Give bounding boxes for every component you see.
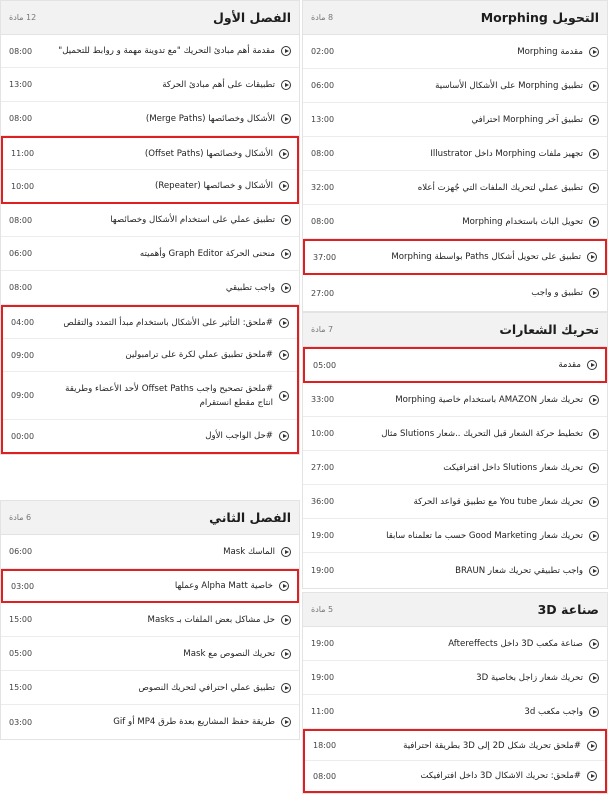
section-logo-animation [302, 312, 608, 589]
lesson-title: تحريك شعار You tube مع تطبيق قواعد الحركة [413, 496, 583, 507]
lesson-row[interactable] [1, 671, 299, 705]
lesson-duration: 06:00 [9, 249, 33, 258]
lesson-row[interactable] [1, 204, 299, 237]
lesson-row[interactable] [303, 69, 607, 103]
lesson-row[interactable] [1, 603, 299, 637]
lesson-row[interactable] [303, 103, 607, 137]
lesson-row[interactable] [1, 271, 299, 305]
lesson-title: واجب تطبيقي [225, 282, 275, 293]
lesson-title: مقدمة [558, 360, 581, 370]
play-icon [281, 649, 291, 659]
lesson-row[interactable] [3, 170, 297, 202]
section-header[interactable] [303, 313, 607, 347]
lesson-duration: 08:00 [313, 771, 337, 781]
lesson-row[interactable] [303, 661, 607, 695]
play-icon [589, 673, 599, 683]
section-chapter-2 [0, 500, 300, 740]
lesson-row[interactable] [303, 35, 607, 69]
play-icon [589, 149, 599, 159]
lesson-duration: 08:00 [9, 283, 33, 292]
lesson-title: تطبيق على تحويل أشكال Paths بواسطة Morphing [391, 252, 581, 262]
play-icon [281, 80, 291, 90]
lesson-duration: 03:00 [11, 581, 35, 591]
lesson-row[interactable] [303, 275, 607, 311]
lesson-title: الأشكال و خصائصها (Repeater) [154, 181, 273, 191]
lesson-duration: 18:00 [313, 741, 337, 750]
highlight-group [1, 136, 299, 204]
lesson-row[interactable] [3, 339, 297, 372]
highlight-group [303, 729, 607, 793]
lesson-title: #ملحق تصحيح واجب Offset Paths لأحد الأعضاء وطريقة انتاج مقطع انستقرام [65, 383, 273, 408]
lesson-title: تحريك النصوص مع Mask [183, 648, 275, 659]
lesson-duration: 03:00 [9, 717, 33, 727]
lesson-count: 5 مادة [311, 605, 334, 614]
play-icon [589, 497, 599, 507]
lesson-row[interactable] [3, 307, 297, 339]
section-header[interactable] [303, 1, 607, 35]
lesson-row[interactable] [303, 553, 607, 588]
lesson-duration: 19:00 [311, 673, 335, 682]
section-title: الفصل الثاني [209, 510, 291, 525]
lesson-row[interactable] [1, 35, 299, 68]
section-chapter-1 [0, 0, 300, 455]
lesson-title: تحريك شعار AMAZON باستخدام خاصية Morphing [395, 394, 583, 405]
play-icon [589, 429, 599, 439]
lesson-duration: 36:00 [311, 497, 335, 506]
lesson-title: #ملحق تطبيق عملي لكرة على ترامبولين [125, 350, 273, 360]
lesson-duration: 32:00 [311, 183, 335, 192]
lesson-row[interactable] [303, 205, 607, 239]
lesson-duration: 08:00 [9, 215, 33, 225]
play-icon [281, 114, 291, 124]
lesson-duration: 37:00 [313, 252, 337, 262]
play-icon [281, 615, 291, 625]
lesson-duration: 06:00 [9, 547, 33, 556]
lesson-title: خاصية Alpha Matt وعملها [174, 581, 273, 591]
lesson-title: تطبيق عملي على استخدام الأشكال وخصائصها [110, 215, 275, 225]
lesson-title: تحريك شعار زاجل بخاصية 3D [476, 672, 583, 683]
lesson-title: مقدمة Morphing [517, 46, 583, 57]
lesson-duration: 00:00 [11, 431, 35, 441]
play-icon [589, 531, 599, 541]
lesson-title: تطبيق و واجب [531, 288, 583, 298]
lesson-count: 6 مادة [9, 513, 32, 522]
lesson-title: تجهيز ملفات Morphing داخل Illustrator [430, 148, 583, 159]
lesson-duration: 02:00 [311, 47, 335, 56]
play-icon [279, 391, 289, 401]
lesson-row[interactable] [3, 138, 297, 170]
lesson-row[interactable] [303, 171, 607, 205]
lesson-title: #ملحق تحريك شكل 2D إلى 3D بطريقة احترافية [403, 740, 581, 751]
lesson-duration: 27:00 [311, 463, 335, 472]
play-icon [281, 683, 291, 693]
lesson-duration: 10:00 [11, 181, 35, 191]
highlight-group [1, 305, 299, 454]
lesson-duration: 09:00 [11, 391, 35, 400]
lesson-row[interactable] [303, 695, 607, 729]
play-icon [281, 283, 291, 293]
lesson-row[interactable] [303, 485, 607, 519]
lesson-duration: 13:00 [311, 115, 335, 124]
lesson-duration: 08:00 [9, 46, 33, 56]
lesson-title: تحريك شعار Good Marketing حسب ما تعلمناه سابقا [386, 530, 583, 541]
play-icon [279, 350, 289, 360]
lesson-title: تطبيق عملي لتحريك الملفات التي جُهزت أعلاه [417, 182, 583, 193]
lesson-row[interactable] [305, 241, 605, 273]
section-title: صناعة 3D [537, 602, 599, 617]
play-icon [281, 46, 291, 56]
lesson-count: 8 مادة [311, 13, 334, 22]
play-icon [589, 183, 599, 193]
play-icon [281, 215, 291, 225]
play-icon [589, 288, 599, 298]
play-icon [587, 252, 597, 262]
highlight-group [1, 569, 299, 603]
lesson-duration: 19:00 [311, 531, 335, 540]
section-title: الفصل الأول [212, 10, 291, 25]
play-icon [279, 149, 289, 159]
lesson-row[interactable] [1, 237, 299, 271]
highlight-group [303, 347, 607, 383]
lesson-duration: 08:00 [311, 149, 335, 158]
lesson-title: تطبيق Morphing على الأشكال الأساسية [435, 80, 583, 91]
lesson-duration: 10:00 [311, 429, 335, 438]
play-icon [587, 771, 597, 781]
lesson-row[interactable] [303, 627, 607, 661]
lesson-duration: 19:00 [311, 639, 335, 648]
lesson-duration: 08:00 [311, 217, 335, 226]
play-icon [589, 463, 599, 473]
play-icon [587, 360, 597, 370]
lesson-duration: 11:00 [311, 707, 335, 716]
lesson-row[interactable] [303, 417, 607, 451]
lesson-row[interactable] [303, 383, 607, 417]
lesson-title: طريقة حفظ المشاريع بعدة طرق MP4 أو Gif [113, 717, 275, 727]
lesson-duration: 27:00 [311, 288, 335, 298]
lesson-duration: 33:00 [311, 395, 335, 404]
section-header[interactable] [303, 593, 607, 627]
lesson-row[interactable] [3, 372, 297, 420]
lesson-row[interactable] [3, 420, 297, 452]
lesson-row[interactable] [305, 731, 605, 761]
play-icon [589, 217, 599, 227]
lesson-duration: 08:00 [9, 114, 33, 123]
section-3d [302, 592, 608, 794]
play-icon [589, 395, 599, 405]
play-icon [281, 547, 291, 557]
lesson-row[interactable] [303, 137, 607, 171]
play-icon [589, 81, 599, 91]
lesson-title: تطبيق آخر Morphing احترافي [471, 114, 583, 125]
lesson-count: 12 مادة [9, 13, 37, 22]
lesson-duration: 15:00 [9, 683, 33, 692]
lesson-duration: 06:00 [311, 81, 335, 90]
lesson-duration: 11:00 [11, 149, 35, 158]
lesson-duration: 05:00 [313, 360, 337, 370]
section-title: تحريك الشعارات [499, 322, 599, 337]
lesson-duration: 04:00 [11, 318, 35, 327]
lesson-title: تحريك شعار Slutions داخل افترافيكت [443, 462, 583, 473]
lesson-duration: 15:00 [9, 615, 33, 624]
play-icon [279, 181, 289, 191]
play-icon [587, 741, 597, 751]
lesson-title: واجب مكعب 3d [524, 706, 583, 717]
lesson-title: صناعة مكعب 3D داخل Aftereffects [448, 638, 583, 649]
play-icon [279, 318, 289, 328]
lesson-title: تطبيق عملي احترافي لتحريك النصوص [138, 682, 275, 693]
lesson-title: واجب تطبيقي تحريك شعار BRAUN [455, 565, 583, 576]
play-icon [279, 431, 289, 441]
play-icon [589, 115, 599, 125]
lesson-title: #حل الواجب الأول [205, 431, 273, 441]
section-title: التحويل Morphing [480, 10, 599, 25]
play-icon [281, 249, 291, 259]
lesson-row[interactable] [3, 571, 297, 601]
lesson-row[interactable] [303, 451, 607, 485]
lesson-count: 7 مادة [311, 325, 334, 334]
lesson-duration: 13:00 [9, 80, 33, 89]
section-header[interactable] [1, 1, 299, 35]
play-icon [589, 566, 599, 576]
lesson-duration: 05:00 [9, 649, 33, 658]
lesson-title: الأشكال وخصائصها (Offset Paths) [144, 148, 273, 159]
play-icon [589, 707, 599, 717]
lesson-duration: 19:00 [311, 566, 335, 575]
lesson-duration: 09:00 [11, 350, 35, 360]
lesson-title: الأشكال وخصائصها (Merge Paths) [145, 113, 275, 124]
lesson-title: منحنى الحركة Graph Editor وأهميته [139, 248, 275, 259]
play-icon [279, 581, 289, 591]
play-icon [281, 717, 291, 727]
lesson-title: حل مشاكل بعض الملفات بـ Masks [147, 614, 275, 625]
section-morphing [302, 0, 608, 312]
lesson-title: تحويل الباث باستخدام Morphing [462, 216, 583, 227]
lesson-row[interactable] [305, 349, 605, 381]
lesson-title: الماسك Mask [223, 546, 275, 557]
lesson-title: تطبيقات على أهم مبادئ الحركة [162, 79, 275, 90]
play-icon [589, 639, 599, 649]
lesson-row[interactable] [303, 519, 607, 553]
lesson-title: #ملحق: التأثير على الأشكال باستخدام مبدأ التمدد والتقلص [63, 317, 273, 328]
lesson-row[interactable] [1, 68, 299, 102]
lesson-row[interactable] [305, 761, 605, 791]
lesson-title: #ملحق: تحريك الاشكال 3D داخل افترافيكت [420, 771, 581, 781]
lesson-row[interactable] [1, 535, 299, 569]
lesson-row[interactable] [1, 705, 299, 739]
lesson-row[interactable] [1, 637, 299, 671]
highlight-group [303, 239, 607, 275]
section-header[interactable] [1, 501, 299, 535]
lesson-row[interactable] [1, 102, 299, 136]
lesson-title: مقدمة أهم مبادئ التحريك "مع تدوينة مهمة و روابط للتحميل" [58, 46, 275, 56]
lesson-title: تخطيط حركة الشعار قبل التحريك ..شعار Slutions مثال [381, 428, 583, 439]
play-icon [589, 47, 599, 57]
